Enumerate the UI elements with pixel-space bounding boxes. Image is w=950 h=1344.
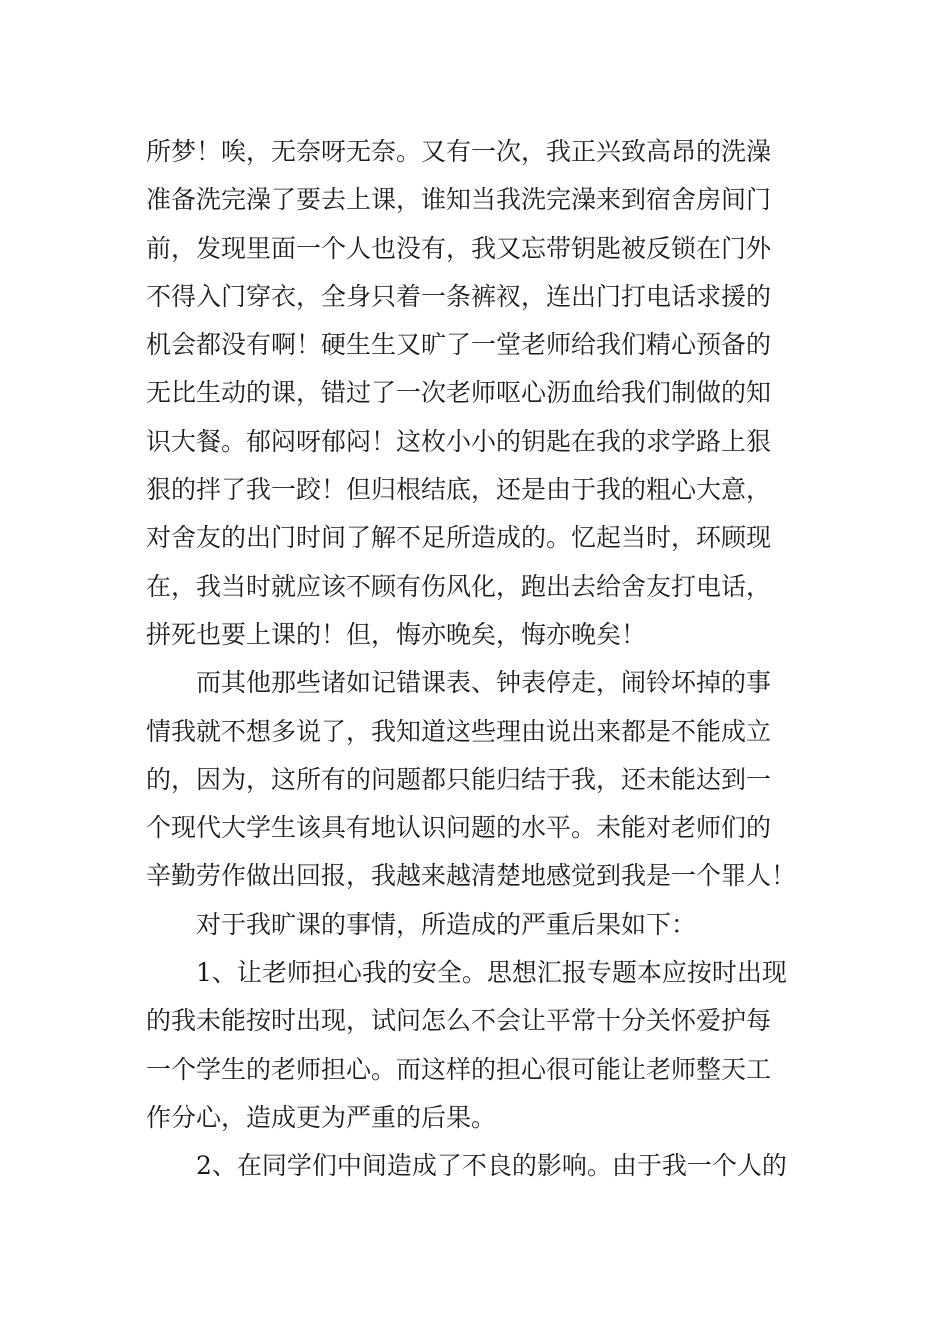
text-line: 不得入门穿衣，全身只着一条裤衩，连出门打电话求援的 — [146, 281, 772, 311]
paragraph-start-line: 对于我旷课的事情，所造成的严重后果如下： — [196, 909, 697, 939]
text-line: 作分心，造成更为严重的后果。 — [146, 1102, 497, 1132]
text-line: 准备洗完澡了要去上课，谁知当我洗完澡来到宿舍房间门 — [146, 185, 772, 215]
text-line: 一个学生的老师担心。而这样的担心很可能让老师整天工 — [146, 1054, 772, 1084]
text-line: 情我就不想多说了，我知道这些理由说出来都是不能成立 — [146, 716, 772, 746]
text-line: 无比生动的课，错过了一次老师呕心沥血给我们制做的知 — [146, 378, 772, 408]
text-line: 识大餐。郁闷呀郁闷！这枚小小的钥匙在我的求学路上狠 — [146, 426, 772, 456]
body-text — [146, 128, 826, 1191]
text-line: 狠的拌了我一跤！但归根结底，还是由于我的粗心大意， — [146, 475, 772, 505]
list-item-1-line: 1、让老师担心我的安全。思想汇报专题本应按时出现 — [196, 958, 787, 988]
text-line: 机会都没有啊！硬生生又旷了一堂老师给我们精心预备的 — [146, 330, 772, 360]
text-line: 的，因为，这所有的问题都只能归结于我，还未能达到一 — [146, 764, 772, 794]
text-line: 辛勤劳作做出回报，我越来越清楚地感觉到我是一个罪人！ — [146, 861, 797, 891]
text-line: 对舍友的出门时间了解不足所造成的。忆起当时，环顾现 — [146, 523, 772, 553]
paragraph-start-line: 而其他那些诸如记错课表、钟表停走，闹铃坏掉的事 — [196, 668, 772, 698]
text-line: 所梦！唉，无奈呀无奈。又有一次，我正兴致高昂的洗澡 — [146, 137, 772, 166]
text-line: 拼死也要上课的！但，悔亦晚矣，悔亦晚矣！ — [146, 619, 647, 649]
list-item-2-line: 2、在同学们中间造成了不良的影响。由于我一个人的 — [196, 1151, 787, 1181]
text-line: 个现代大学生该具有地认识问题的水平。未能对老师们的 — [146, 813, 772, 843]
text-line: 的我未能按时出现，试问怎么不会让平常十分关怀爱护每 — [146, 1006, 772, 1036]
text-line: 在，我当时就应该不顾有伤风化，跑出去给舍友打电话， — [146, 571, 772, 601]
text-line: 前，发现里面一个人也没有，我又忘带钥匙被反锁在门外 — [146, 233, 772, 263]
